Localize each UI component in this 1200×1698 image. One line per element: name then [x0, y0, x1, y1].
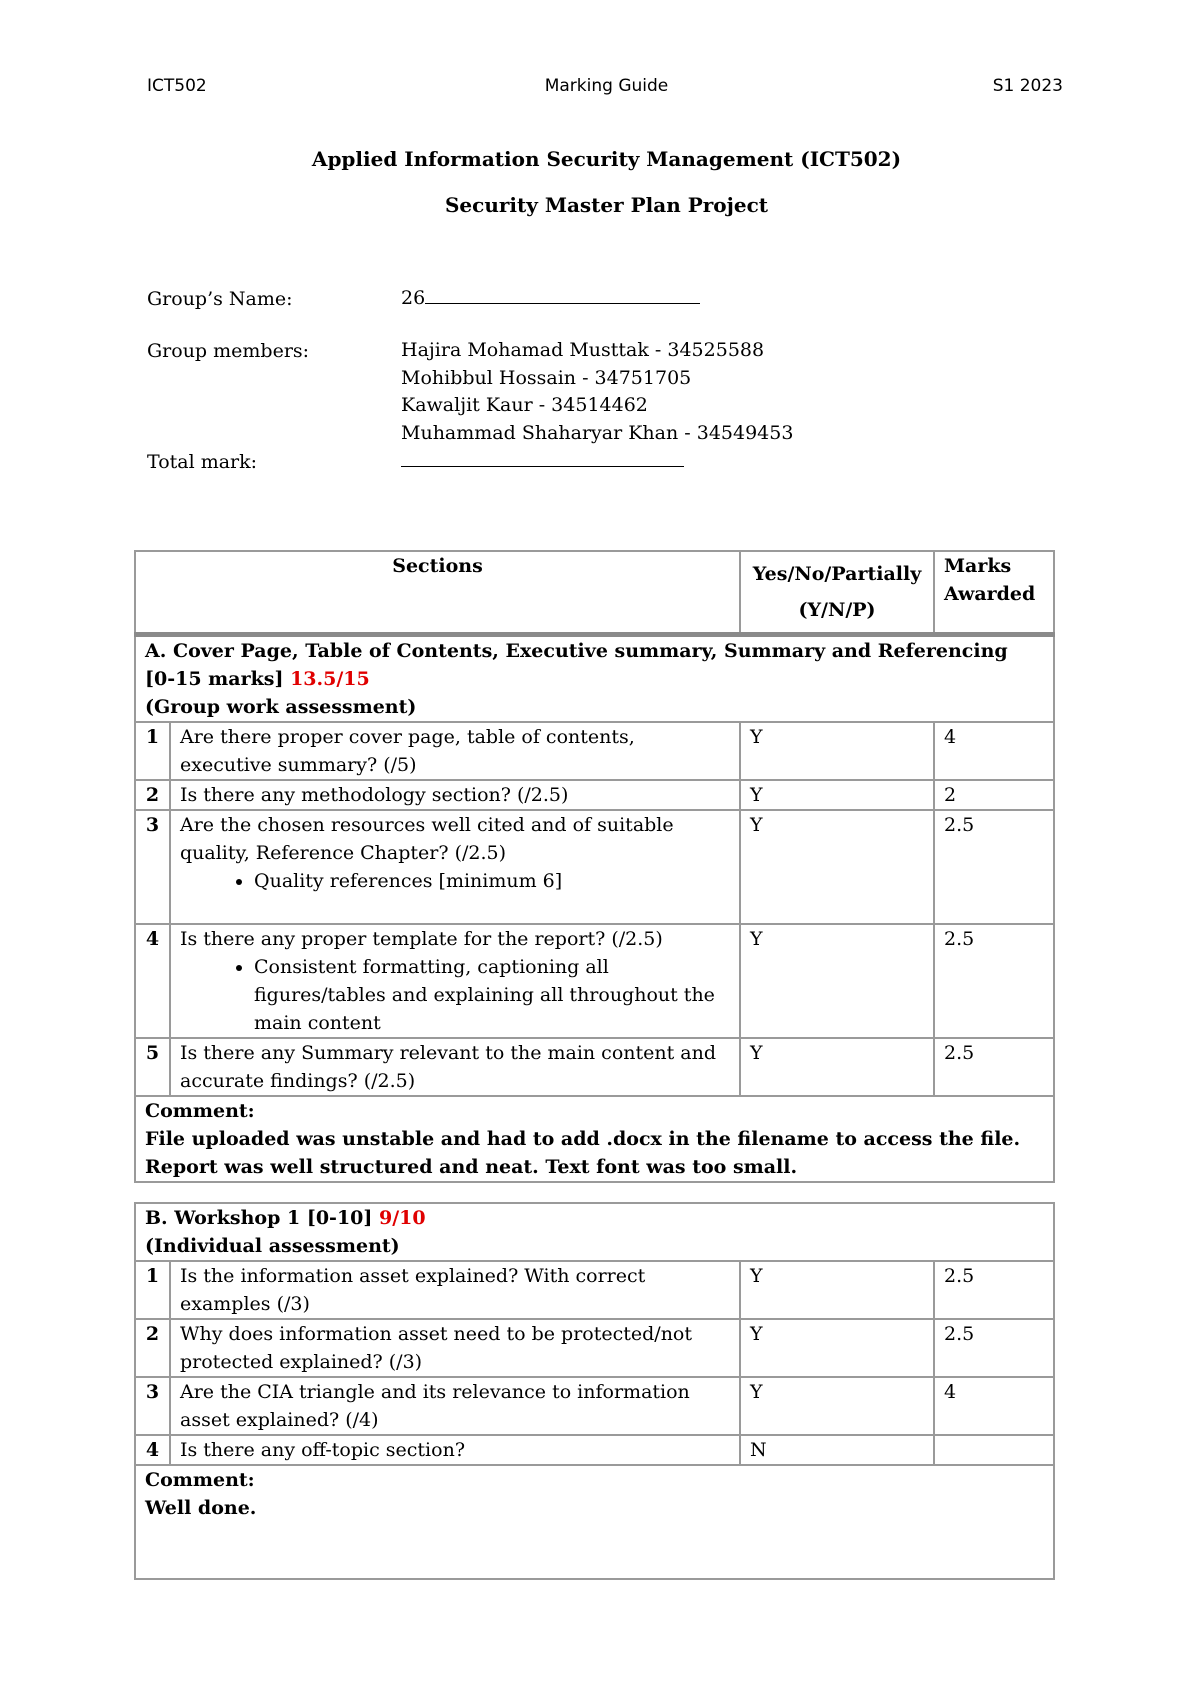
criterion-text: Why does information asset need to be protected/not protected explained? (/3) [170, 1319, 740, 1377]
group-name-underline [425, 285, 700, 304]
table-row [135, 924, 1054, 1038]
criterion-text: Is there any Summary relevant to the main content and accurate findings? (/2.5) [170, 1038, 740, 1096]
row-number: 4 [135, 1435, 170, 1465]
row-number: 3 [135, 1377, 170, 1435]
table-row [135, 810, 1054, 924]
criterion-text: Are the chosen resources well cited and of suitable quality, Reference Chapter? (/2.5) [180, 813, 674, 864]
comment-text: Well done. [145, 1497, 257, 1519]
table-row [135, 1435, 1054, 1465]
header-doc-title: Marking Guide [544, 76, 669, 96]
criterion-text: Are the CIA triangle and its relevance to information asset explained? (/4) [170, 1377, 740, 1435]
ynp-value: N [740, 1435, 934, 1465]
row-number: 3 [135, 810, 170, 924]
header-course-code: ICT502 [147, 76, 207, 96]
table-row [135, 780, 1054, 810]
row-number: 4 [135, 924, 170, 1038]
ynp-value: Y [740, 924, 934, 1038]
ynp-header-line1: Yes/No/Partially [752, 562, 922, 585]
criterion-bullet: • Consistent formatting, captioning all figures/tables and explaining all throughout the main content [254, 953, 730, 1037]
sections-header: Sections [135, 551, 740, 634]
table-row [135, 1377, 1054, 1435]
ynp-header [740, 551, 934, 634]
section-b-title: B. Workshop 1 [0-10] [145, 1207, 373, 1229]
marking-table-b [134, 1202, 1055, 1580]
group-name-value: 26 [401, 287, 426, 309]
row-number: 1 [135, 722, 170, 780]
row-number: 2 [135, 780, 170, 810]
member-3: Kawaljit Kaur - 34514462 [401, 394, 648, 416]
marks-value [934, 1435, 1054, 1465]
course-title: Applied Information Security Management (ICT502) [311, 147, 902, 171]
ynp-value: Y [740, 1038, 934, 1096]
ynp-value: Y [740, 810, 934, 924]
marks-value: 4 [934, 722, 1054, 780]
criterion-text: Is there any proper template for the report? (/2.5) [180, 927, 663, 950]
row-number: 2 [135, 1319, 170, 1377]
criterion-text: Is the information asset explained? With correct examples (/3) [170, 1261, 740, 1319]
table-a-header-row [135, 551, 1054, 634]
row-number: 1 [135, 1261, 170, 1319]
ynp-value: Y [740, 780, 934, 810]
group-name-label: Group’s Name: [147, 288, 293, 310]
member-2: Mohibbul Hossain - 34751705 [401, 366, 692, 389]
criterion-text: Is there any methodology section? (/2.5) [170, 780, 740, 810]
comment-line: File uploaded was unstable and had to add .docx in the filename to access the file. [145, 1127, 1021, 1150]
marks-value: 2.5 [934, 1319, 1054, 1377]
group-members-list [401, 337, 793, 447]
total-mark-underline [401, 448, 684, 467]
section-a-comment [135, 1096, 1054, 1182]
criterion-cell [170, 810, 740, 924]
member-4: Muhammad Shaharyar Khan - 34549453 [401, 421, 794, 444]
group-name-field [401, 285, 700, 313]
marks-header-line2: Awarded [944, 583, 1036, 605]
ynp-value: Y [740, 1261, 934, 1319]
group-members-label: Group members: [147, 340, 310, 362]
comment-line: Report was well structured and neat. Text font was too small. [145, 1155, 798, 1178]
table-row [135, 1261, 1054, 1319]
row-number: 5 [135, 1038, 170, 1096]
marks-header-line1: Marks [944, 555, 1012, 577]
marks-header [934, 551, 1054, 634]
table-row [135, 1319, 1054, 1377]
header-semester: S1 2023 [992, 76, 1063, 96]
member-1: Hajira Mohamad Musttak - 34525588 [401, 339, 765, 361]
criterion-bullets [180, 867, 730, 895]
table-a-section-row [135, 634, 1054, 722]
marks-value: 2.5 [934, 810, 1054, 924]
table-b-comment-row [135, 1465, 1054, 1579]
section-b-type: (Individual assessment) [145, 1235, 400, 1257]
comment-label: Comment: [145, 1099, 255, 1122]
total-mark-label: Total mark: [147, 451, 258, 473]
comment-label: Comment: [145, 1469, 255, 1491]
criterion-cell [170, 924, 740, 1038]
ynp-value: Y [740, 1377, 934, 1435]
section-a-score: 13.5/15 [290, 667, 370, 690]
table-a-comment-row [135, 1096, 1054, 1182]
section-a-title: A. Cover Page, Table of Contents, Executive summary, Summary and Referencing [0-15 marks] [145, 639, 1008, 690]
table-row [135, 1038, 1054, 1096]
section-b-comment [135, 1465, 1054, 1579]
criterion-bullets [180, 953, 730, 1037]
section-a-type: (Group work assessment) [145, 695, 417, 718]
ynp-value: Y [740, 1319, 934, 1377]
criterion-bullet: • Quality references [minimum 6] [254, 867, 730, 895]
section-b-heading [135, 1203, 1054, 1261]
marking-table-a [134, 550, 1055, 1183]
ynp-value: Y [740, 722, 934, 780]
section-b-score: 9/10 [379, 1207, 426, 1229]
marks-value: 2.5 [934, 1261, 1054, 1319]
criterion-text: Are there proper cover page, table of contents, executive summary? (/5) [170, 722, 740, 780]
table-row [135, 722, 1054, 780]
marks-value: 2.5 [934, 924, 1054, 1038]
project-title: Security Master Plan Project [444, 193, 769, 217]
table-b-section-row [135, 1203, 1054, 1261]
ynp-header-line2: (Y/N/P) [798, 598, 876, 621]
marks-value: 2.5 [934, 1038, 1054, 1096]
total-mark-field [401, 448, 684, 476]
criterion-text: Is there any off-topic section? [170, 1435, 740, 1465]
section-a-heading [135, 634, 1054, 722]
marks-value: 2 [934, 780, 1054, 810]
marks-value: 4 [934, 1377, 1054, 1435]
